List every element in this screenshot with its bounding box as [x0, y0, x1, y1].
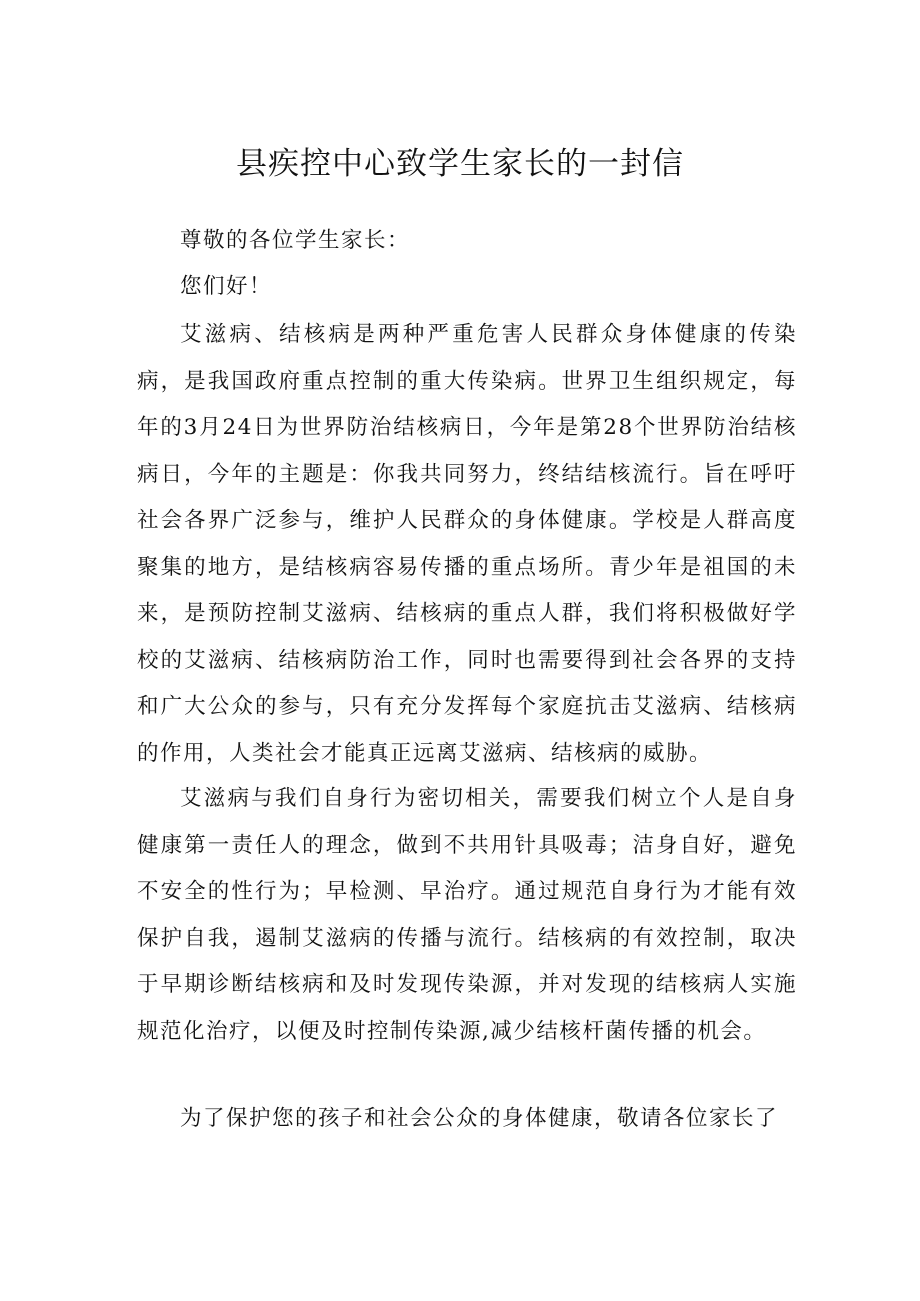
paragraph-prevention: 艾滋病与我们自身行为密切相关，需要我们树立个人是自身健康第一责任人的理念，做到不共用针具吸毒；洁身自好，避免不安全的性行为；早检测、早治疗。通过规范自身行为才能有效保护自我，遏制艾滋病的传播与流行。结核病的有效控制，取决于早期诊断结核病和及时发现传染源，并对发现的结核病人实施规范化治疗，以便及时控制传染源,减少结核杆菌传播的机会。 — [137, 786, 797, 1044]
salutation: 尊敬的各位学生家长： — [180, 228, 411, 253]
paragraph-request: 为了保护您的孩子和社会公众的身体健康，敬请各位家长了 — [180, 1106, 779, 1131]
document-title: 县疾控中心致学生家长的一封信 — [236, 146, 684, 182]
greeting: 您们好！ — [180, 274, 273, 299]
paragraph-tb-aids-intro: 艾滋病、结核病是两种严重危害人民群众身体健康的传染病，是我国政府重点控制的重大传染病。世界卫生组织规定，每年的3月24日为世界防治结核病日，今年是第28个世界防治结核病日，今年的主题是：你我共同努力，终结结核流行。旨在呼吁社会各界广泛参与，维护人民群众的身体健康。学校是人群高度聚集的地方，是结核病容易传播的重点场所。青少年是祖国的未来，是预防控制艾滋病、结核病的重点人群，我们将积极做好学校的艾滋病、结核病防治工作，同时也需要得到社会各界的支持和广大公众的参与，只有充分发挥每个家庭抗击艾滋病、结核病的作用，人类社会才能真正远离艾滋病、结核病的威胁。 — [137, 322, 797, 766]
